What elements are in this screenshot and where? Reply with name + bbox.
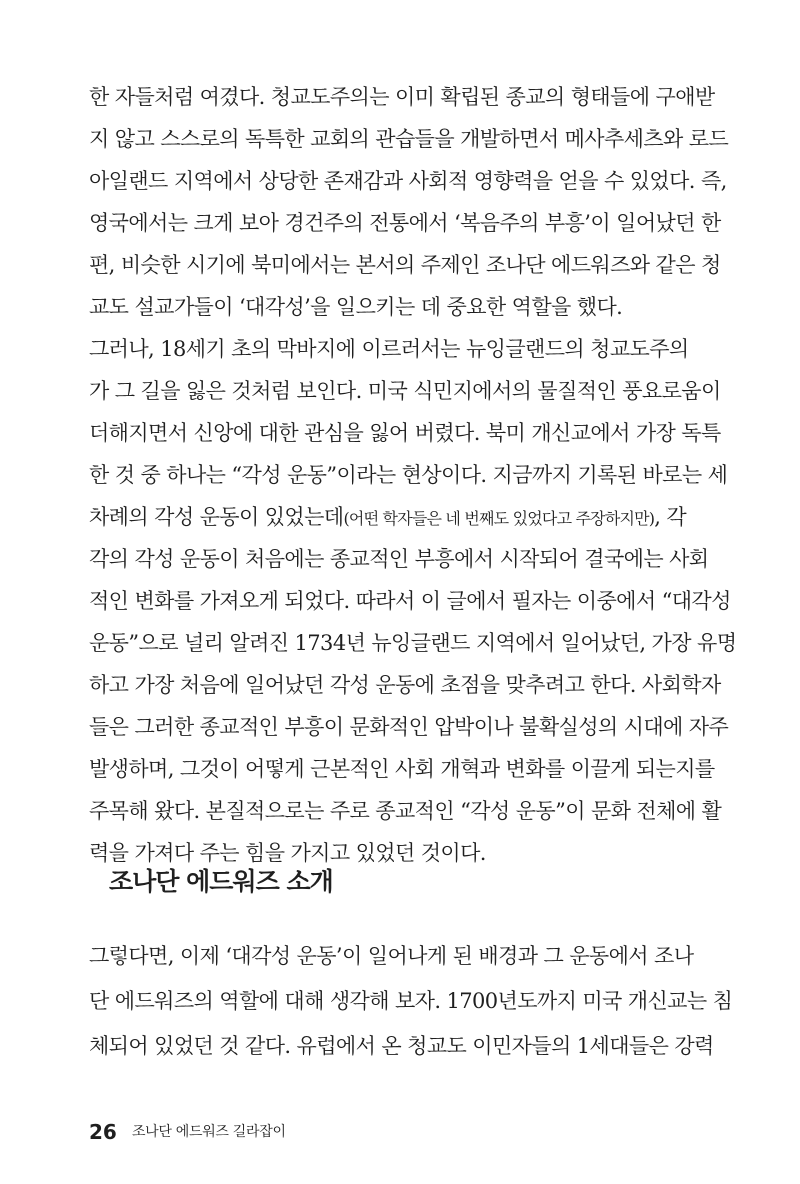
page-footer <box>89 1120 286 1142</box>
body-line: 주목해 왔다. 본질적으로는 주로 종교적인 “각성 운동”이 문화 전체에 활 <box>89 799 722 823</box>
body-line: 들은 그러한 종교적인 부흥이 문화적인 압박이나 불확실성의 시대에 자주 <box>89 715 729 739</box>
body-line: 그러나, 18세기 초의 막바지에 이르러서는 뉴잉글랜드의 청교도주의 <box>89 337 689 361</box>
body-line: 적인 변화를 가져오게 되었다. 따라서 이 글에서 필자는 이중에서 “대각성 <box>89 589 731 613</box>
body-line: 영국에서는 크게 보아 경건주의 전통에서 ‘복음주의 부흥’이 일어났던 한 <box>89 211 721 235</box>
section-line: 단 에드워즈의 역할에 대해 생각해 보자. 1700년도까지 미국 개신교는 침 <box>89 989 733 1013</box>
running-title: 조나단 에드워즈 길라잡이 <box>131 1123 286 1140</box>
body-line: 가 그 길을 잃은 것처럼 보인다. 미국 식민지에서의 물질적인 풍요로움이 <box>89 379 721 403</box>
body-line: 하고 가장 처음에 일어났던 각성 운동에 초점을 맞추려고 한다. 사회학자 <box>89 673 721 697</box>
body-line: 교도 설교가들이 ‘대각성’을 일으키는 데 중요한 역할을 했다. <box>89 295 623 319</box>
body-line: 운동”으로 널리 알려진 1734년 뉴잉글랜드 지역에서 일어났던, 가장 유명 <box>89 631 737 655</box>
page-number: 26 <box>89 1119 117 1144</box>
body-line: 한 것 중 하나는 “각성 운동”이라는 현상이다. 지금까지 기록된 바로는 세 <box>89 463 728 487</box>
section-heading: 조나단 에드워즈 소개 <box>109 867 333 896</box>
body-line: 지 않고 스스로의 독특한 교회의 관습들을 개발하면서 메사추세츠와 로드 <box>89 127 729 151</box>
section-line: 그렇다면, 이제 ‘대각성 운동’이 일어나게 된 배경과 그 운동에서 조나 <box>89 944 694 968</box>
body-line: 한 자들처럼 여겼다. 청교도주의는 이미 확립된 종교의 형태들에 구애받 <box>89 85 715 109</box>
section-line: 체되어 있었던 것 같다. 유럽에서 온 청교도 이민자들의 1세대들은 강력 <box>89 1034 714 1058</box>
body-line: 편, 비슷한 시기에 북미에서는 본서의 주제인 조나단 에드워즈와 같은 청 <box>89 253 721 277</box>
body-line: 아일랜드 지역에서 상당한 존재감과 사회적 영향력을 얻을 수 있었다. 즉, <box>89 169 727 193</box>
body-line: 력을 가져다 주는 힘을 가지고 있었던 것이다. <box>89 841 486 865</box>
inline-aside: (어떤 학자들은 네 번째도 있었다고 주장하지만) <box>343 509 655 528</box>
body-line: 각의 각성 운동이 처음에는 종교적인 부흥에서 시작되어 결국에는 사회 <box>89 547 709 571</box>
body-line: 차례의 각성 운동이 있었는데(어떤 학자들은 네 번째도 있었다고 주장하지만), 각 <box>89 505 687 529</box>
body-line: 더해지면서 신앙에 대한 관심을 잃어 버렸다. 북미 개신교에서 가장 독특 <box>89 421 721 445</box>
body-line: 발생하며, 그것이 어떻게 근본적인 사회 개혁과 변화를 이끌게 되는지를 <box>89 757 715 781</box>
